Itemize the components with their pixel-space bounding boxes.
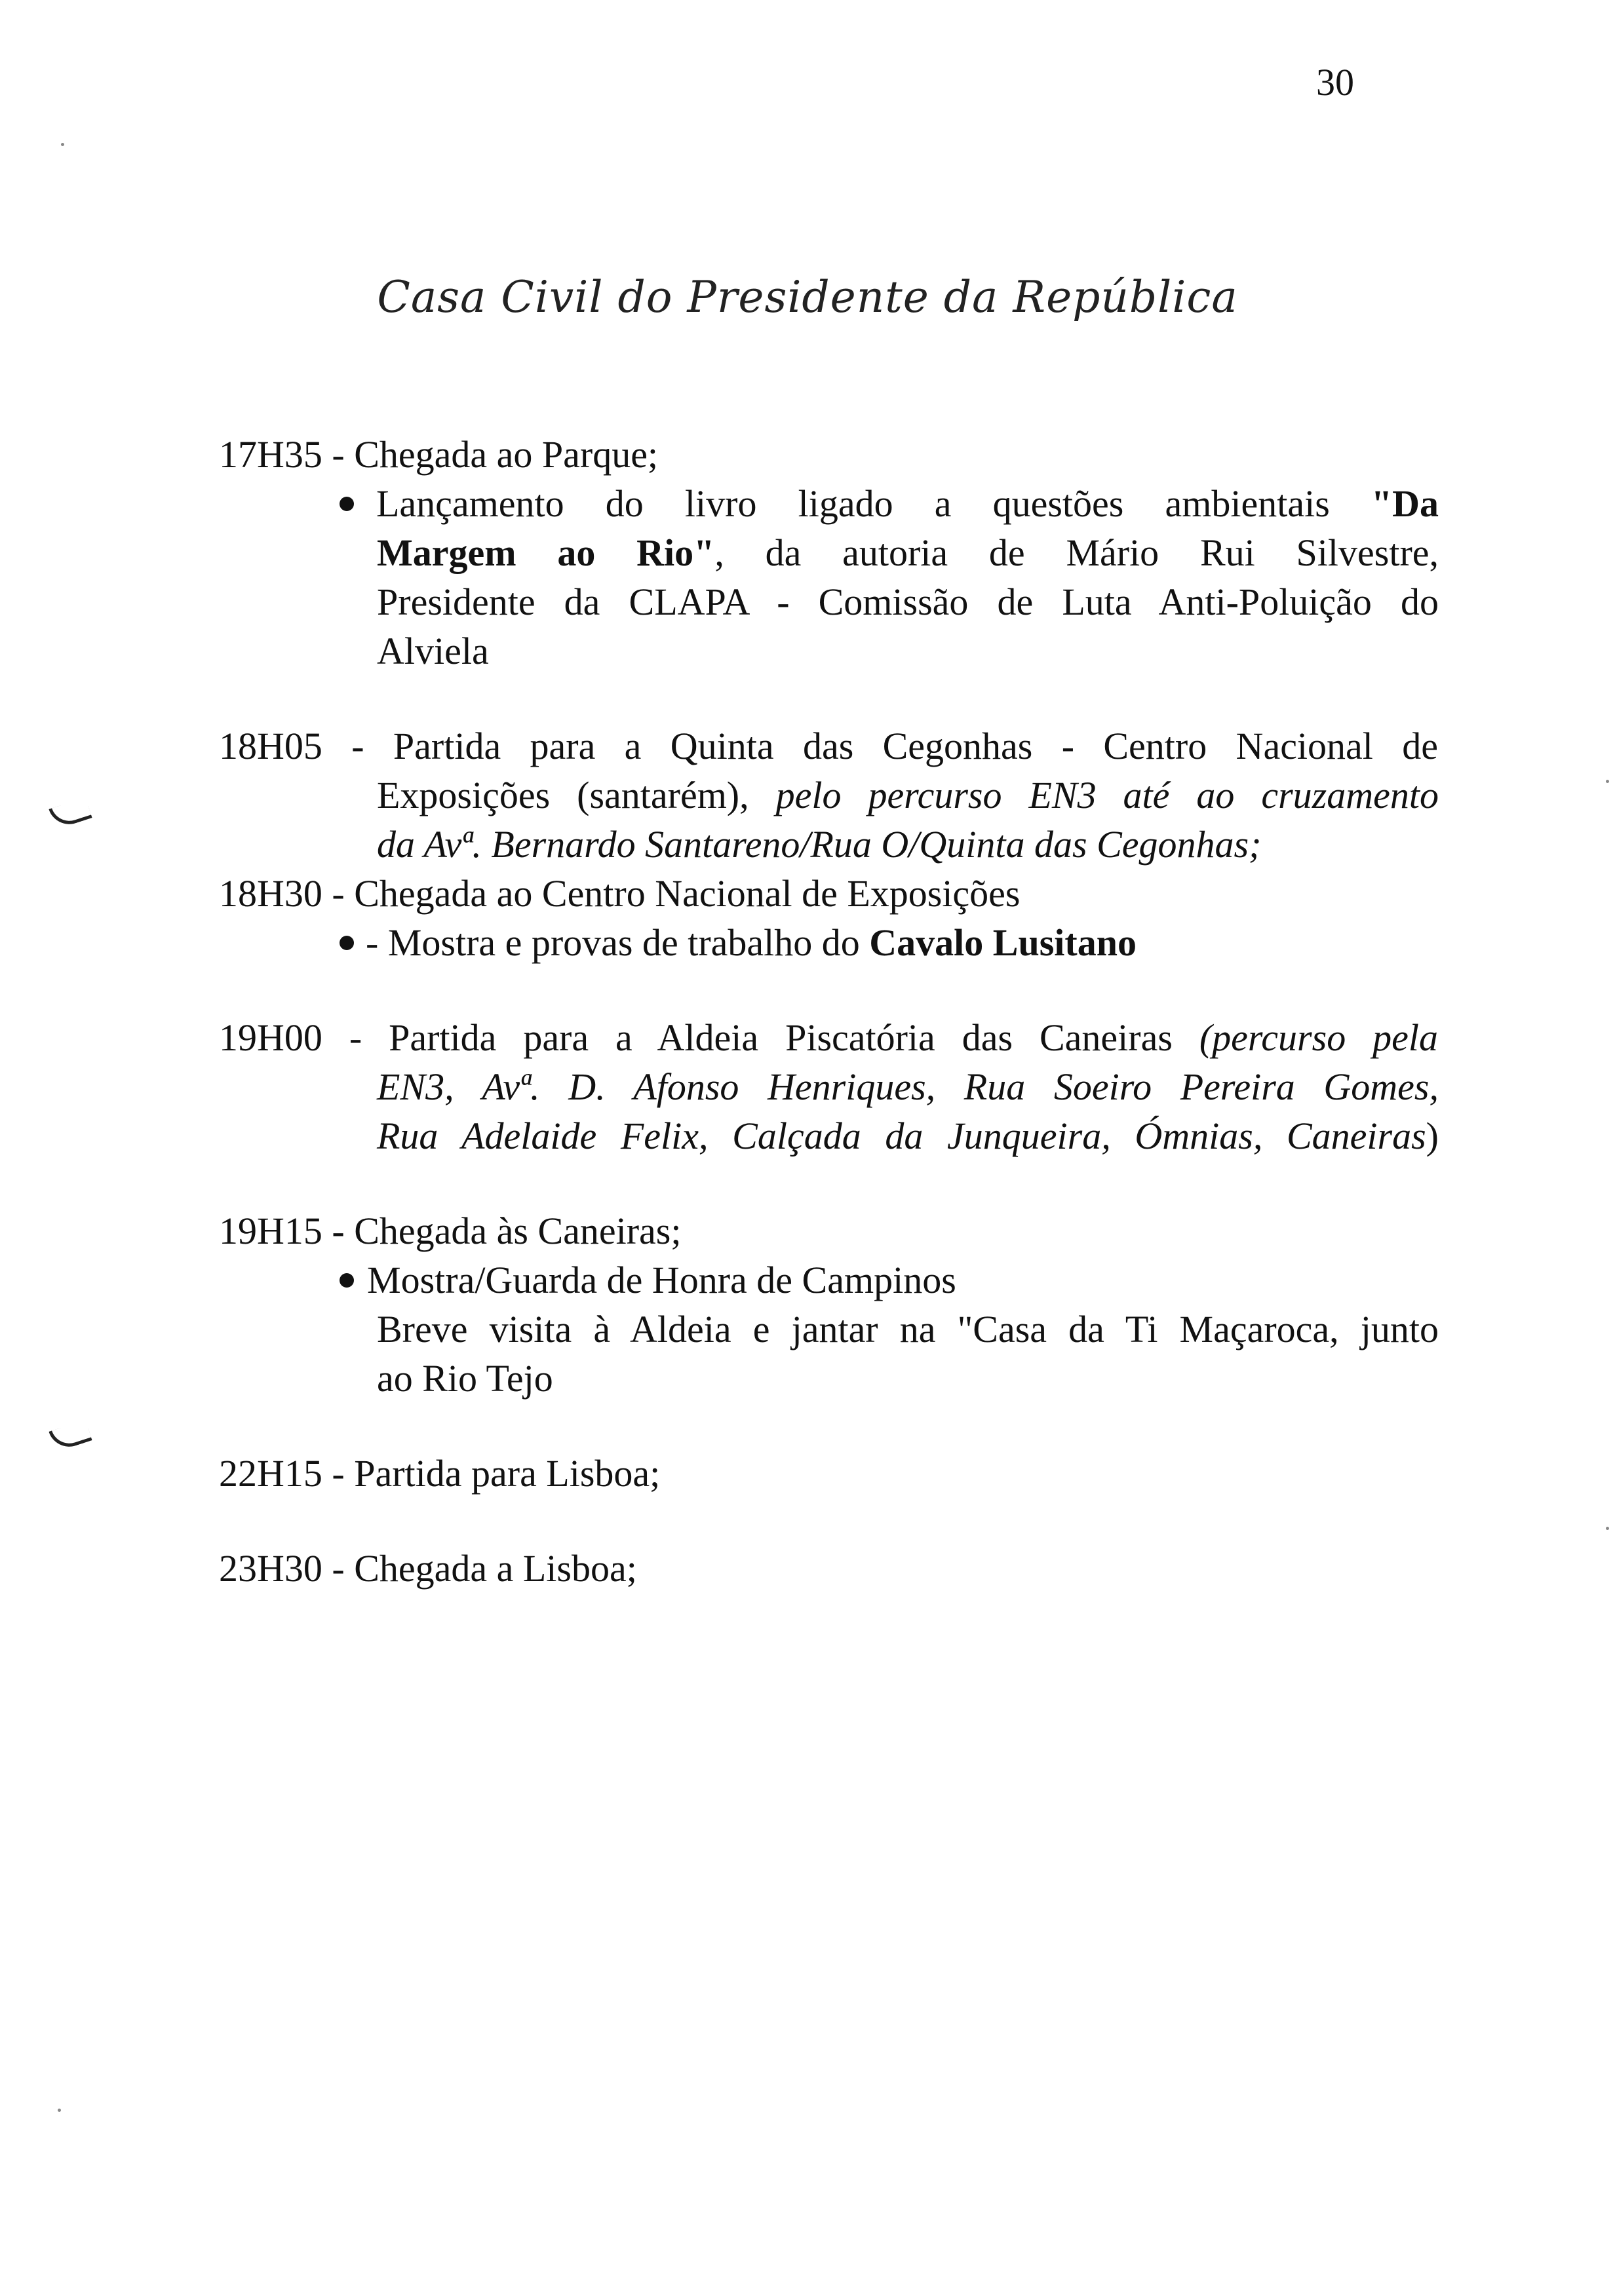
entry-1915-line-3: Breve visita à Aldeia e jantar na "Casa da Ti Maçaroca, junto — [377, 1308, 1439, 1350]
entry-time: 18H30 — [219, 872, 322, 915]
entry-time: 19H15 — [219, 1210, 322, 1252]
entry-1805-line-2: Exposições (santarém), pelo percurso EN3 até ao cruzamento — [377, 774, 1439, 816]
letterhead: Casa Civil do Presidente da República — [377, 272, 1238, 322]
entry-text: Chegada ao Centro Nacional de Exposições — [354, 872, 1021, 915]
schedule-entry-1805: 18H05 - Partida para a Quinta das Cegonhas - Centro Nacional de — [219, 725, 1438, 767]
entry-1915-line-4: ao Rio Tejo — [377, 1357, 553, 1400]
scan-speck — [1606, 1527, 1609, 1530]
entry-separator: - — [332, 433, 345, 476]
schedule-entry-2330: 23H30 - Chegada a Lisboa; — [219, 1547, 637, 1590]
entry-text: Chegada a Lisboa; — [354, 1547, 637, 1590]
scan-speck — [58, 2109, 61, 2112]
bullet-icon — [340, 1273, 354, 1288]
bullet-icon — [340, 936, 354, 950]
book-launch-line-2: Margem ao Rio", da autoria de Mário Rui Silvestre, — [377, 531, 1439, 574]
schedule-entry-1735 — [219, 433, 659, 476]
entry-time: 23H30 — [219, 1547, 322, 1590]
schedule-entry-1830: 18H30 - Chegada ao Centro Nacional de Exposições — [219, 872, 1021, 915]
bullet-item-campinos: Mostra/Guarda de Honra de Campinos — [340, 1261, 956, 1299]
entry-time: 22H15 — [219, 1452, 322, 1495]
schedule-entry-1900: 19H00 - Partida para a Aldeia Piscatória das Caneiras (percurso pela — [219, 1016, 1438, 1059]
check-mark-icon — [49, 1420, 92, 1453]
book-launch-line-4: Alviela — [377, 630, 489, 672]
entry-text: Partida para a Aldeia Piscatória das Caneiras — [389, 1016, 1173, 1059]
entry-1900-line-2: EN3, Avª. D. Afonso Henriques, Rua Soeiro Pereira Gomes, — [377, 1065, 1439, 1108]
entry-time: 19H00 — [219, 1016, 322, 1059]
entry-1805-line-3: da Avª. Bernardo Santareno/Rua O/Quinta das Cegonhas; — [377, 823, 1262, 866]
bullet-item-cavalo-lusitano: - Mostra e provas de trabalho do Cavalo Lusitano — [340, 924, 1137, 962]
check-mark-icon — [49, 797, 92, 830]
schedule-entry-2215: 22H15 - Partida para Lisboa; — [219, 1452, 661, 1495]
bullet-icon — [340, 497, 354, 511]
page-number: 30 — [1316, 61, 1354, 104]
entry-text: Partida para a Quinta das Cegonhas - Centro Nacional de — [393, 725, 1438, 767]
book-launch-line-3: Presidente da CLAPA - Comissão de Luta Anti-Poluição do — [377, 581, 1439, 623]
entry-1900-line-3: Rua Adelaide Felix, Calçada da Junqueira, Ómnias, Caneiras) — [377, 1115, 1439, 1157]
entry-text: Partida para Lisboa; — [354, 1452, 661, 1495]
entry-time: 18H05 — [219, 725, 322, 767]
scan-speck — [1606, 780, 1609, 783]
scan-speck — [61, 143, 64, 146]
bullet-item-book-launch: Lançamento do livro ligado a questões ambientais "Da — [340, 485, 1439, 523]
entry-time: 17H35 — [219, 433, 322, 476]
entry-text: Chegada às Caneiras; — [354, 1210, 682, 1252]
entry-text: Chegada ao Parque; — [354, 433, 659, 476]
schedule-entry-1915: 19H15 - Chegada às Caneiras; — [219, 1210, 682, 1252]
